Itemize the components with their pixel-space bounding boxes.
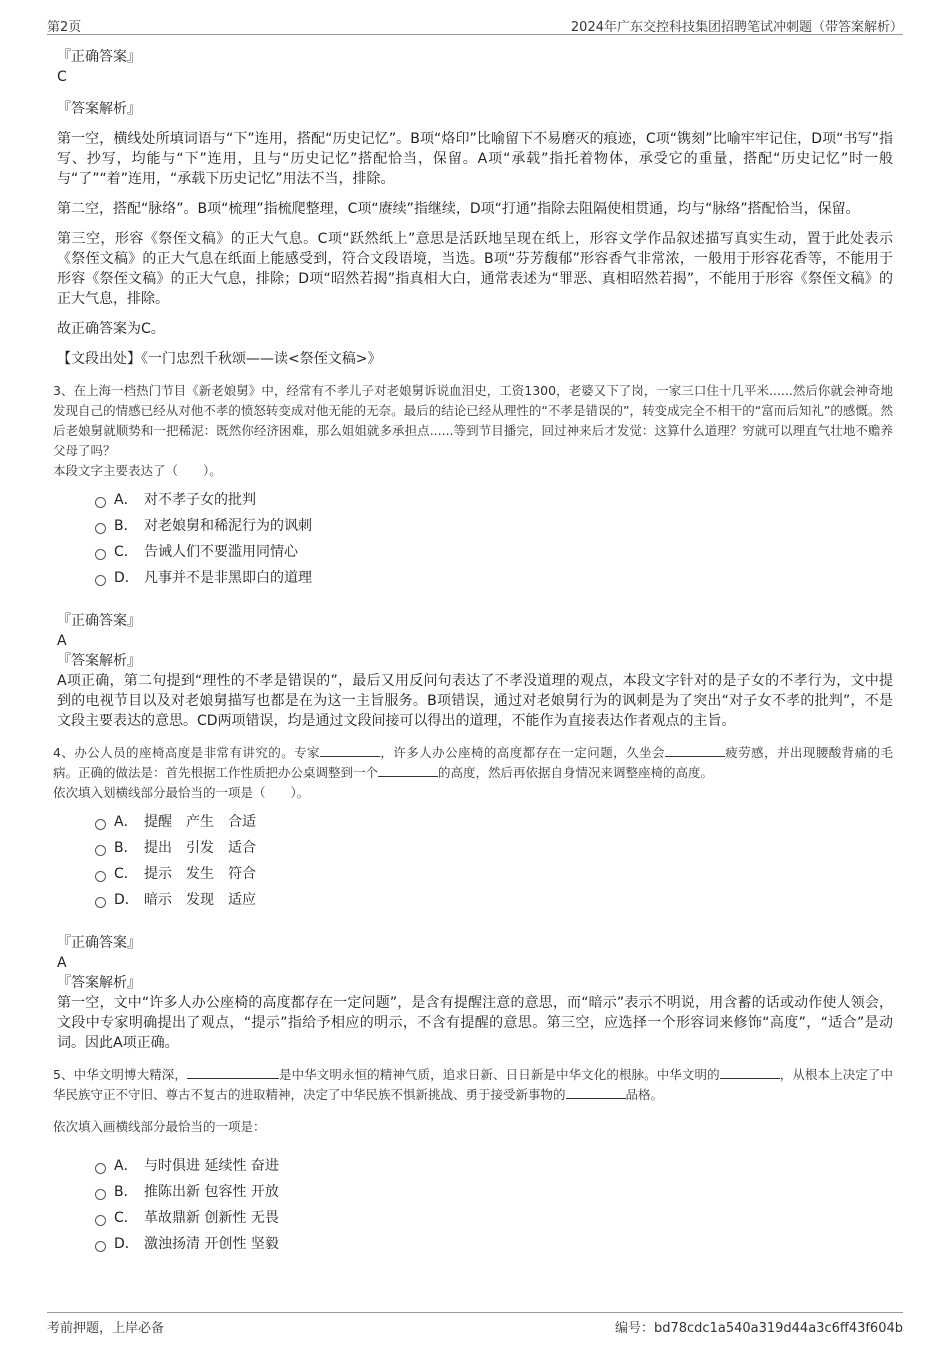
footer-slogan: 考前押题，上岸必备 — [47, 1321, 165, 1336]
option-key: B． — [114, 840, 138, 856]
document-title: 2024年广东交控科技集团招聘笔试冲刺题（带答案解析） — [570, 20, 903, 35]
option-b[interactable] — [95, 1179, 893, 1205]
page-footer — [47, 1312, 903, 1337]
option-b[interactable] — [95, 513, 893, 539]
analysis-paragraph: 第三空，形容《祭侄文稿》的正大气息。C项“跃然纸上”意思是活跃地呈现在纸上，形容文学作品叙述描写真实生动，置于此处表示《祭侄文稿》的正大气息在纸面上能感受到，符合文段语境，当选。B项“芬芳馥郁”形容香气非常浓，一般用于形容花香等，不能用于形容《祭侄文稿》的正大气息，排除；D项“昭然若揭”指真相大白，通常表述为“罪恶、真相昭然若揭”，不能用于形容《祭侄文稿》的正大气息，排除。 — [57, 231, 893, 307]
radio-icon[interactable] — [95, 845, 106, 856]
radio-icon[interactable] — [95, 1163, 106, 1174]
option-key: D． — [114, 570, 139, 586]
question-prompt: 依次填入划横线部分最恰当的一项是（ ）。 — [53, 785, 310, 800]
option-key: C． — [114, 544, 138, 560]
option-text: 与时俱进 延续性 奋进 — [144, 1158, 279, 1174]
option-a[interactable] — [95, 487, 893, 513]
fill-blank — [665, 744, 725, 757]
fill-blank — [566, 1086, 626, 1099]
option-key: D． — [114, 892, 139, 908]
analysis-conclusion: 故正确答案为C。 — [57, 321, 165, 337]
radio-icon[interactable] — [95, 523, 106, 534]
question-4 — [53, 743, 893, 1053]
option-key: C． — [114, 1210, 138, 1226]
page-header — [47, 14, 903, 35]
fill-blank — [187, 1066, 279, 1079]
stem-part: 的高度，然后再依据自身情况来调整座椅的高度。 — [438, 765, 714, 780]
options-list — [95, 1153, 893, 1257]
question-stem — [53, 743, 893, 783]
option-key: D． — [114, 1236, 139, 1252]
answer-label: 『正确答案』 — [57, 613, 141, 629]
option-c[interactable] — [95, 1205, 893, 1231]
q2-answer-section — [57, 47, 893, 369]
option-text: 推陈出新 包容性 开放 — [144, 1184, 279, 1200]
fill-blank — [378, 764, 438, 777]
radio-icon[interactable] — [95, 575, 106, 586]
analysis-paragraph: 第二空，搭配“脉络”。B项“梳理”指梳爬整理，C项“赓续”指继续，D项“打通”指除去阻隔使相贯通，均与“脉络”搭配恰当，保留。 — [57, 201, 860, 217]
option-key: A． — [114, 492, 138, 508]
stem-part: 品格。 — [625, 1087, 664, 1102]
option-text: 革故鼎新 创新性 无畏 — [144, 1210, 279, 1226]
option-a[interactable] — [95, 1153, 893, 1179]
text-source: 【文段出处】《一门忠烈千秋颂——读<祭侄文稿>》 — [57, 351, 382, 367]
analysis-paragraph: 第一空，横线处所填词语与“下”连用，搭配“历史记忆”。B项“烙印”比喻留下不易磨灭的痕迹，C项“镌刻”比喻牢牢记住，D项“书写”指写、抄写，均能与“下”连用，且与“历史记忆”搭配恰当，保留。A项“承载”指托着物体，承受它的重量，搭配“历史记忆”时一般与“了”“着”连用，“承载下历史记忆”用法不当，排除。 — [57, 131, 893, 187]
question-stem — [53, 1065, 893, 1105]
stem-part: 5、中华文明博大精深， — [53, 1067, 187, 1082]
radio-icon[interactable] — [95, 1189, 106, 1200]
answer-value: A — [57, 633, 67, 649]
radio-icon[interactable] — [95, 1215, 106, 1226]
option-key: B． — [114, 518, 138, 534]
options-list — [95, 809, 893, 913]
radio-icon[interactable] — [95, 1241, 106, 1252]
stem-part: 疲劳感，并出现腰酸背痛的毛病。正确的做法是：首先根据工作性质把办公桌调整到一个 — [53, 745, 893, 780]
option-text: 激浊扬清 开创性 坚毅 — [144, 1236, 279, 1252]
question-3 — [53, 381, 893, 731]
option-d[interactable] — [95, 1231, 893, 1257]
radio-icon[interactable] — [95, 871, 106, 882]
option-a[interactable] — [95, 809, 893, 835]
option-c[interactable] — [95, 539, 893, 565]
analysis-paragraph: 第一空，文中“许多人办公座椅的高度都存在一定问题”，是含有提醒注意的意思，而“暗示”表示不明说，用含蓄的话或动作使人领会，文段中专家明确提出了观点，“提示”指给予相应的明示，不含有提醒的意思。第三空，应选择一个形容词来修饰“高度”，“适合”是动词。因此A项正确。 — [57, 995, 893, 1051]
answer-value: A — [57, 955, 67, 971]
analysis-label: 『答案解析』 — [57, 653, 141, 669]
answer-value: C — [57, 69, 67, 85]
question-prompt: 依次填入画横线部分最恰当的一项是： — [53, 1119, 266, 1134]
stem-part: 4、办公人员的座椅高度是非常有讲究的。专家 — [53, 745, 320, 760]
option-key: A． — [114, 1158, 138, 1174]
analysis-paragraph: A项正确，第二句提到“理性的不孝是错误的”，最后又用反问句表达了不孝没道理的观点，本段文字针对的是子女的不孝行为，文中提到的电视节目以及对老娘舅描写也都是在为这一主旨服务。B项错误，通过对老娘舅行为的讽刺是为了突出“对子女不孝的批判”，不是文段主要表达的意思。CD两项错误，均是通过文段间接可以得出的道理，不能作为直接表达作者观点的主旨。 — [57, 673, 893, 729]
analysis-label: 『答案解析』 — [57, 975, 141, 991]
radio-icon[interactable] — [95, 497, 106, 508]
option-c[interactable] — [95, 861, 893, 887]
option-text: 提醒 产生 合适 — [144, 814, 256, 830]
option-text: 对不孝子女的批判 — [144, 492, 256, 508]
option-key: A． — [114, 814, 138, 830]
option-text: 提出 引发 适合 — [144, 840, 256, 856]
option-key: C． — [114, 866, 138, 882]
option-text: 告诫人们不要滥用同情心 — [144, 544, 298, 560]
radio-icon[interactable] — [95, 549, 106, 560]
option-text: 凡事并不是非黑即白的道理 — [144, 570, 312, 586]
analysis-label: 『答案解析』 — [57, 101, 141, 117]
option-text: 提示 发生 符合 — [144, 866, 256, 882]
options-list — [95, 487, 893, 591]
radio-icon[interactable] — [95, 819, 106, 830]
option-text: 暗示 发现 适应 — [144, 892, 256, 908]
page-number: 第2页 — [47, 20, 82, 35]
fill-blank — [320, 744, 380, 757]
document-content — [53, 45, 893, 1257]
question-stem: 3、在上海一档热门节目《新老娘舅》中，经常有不孝儿子对老娘舅诉说血泪史，工资1300，老婆又下了岗，一家三口住十几平米......然后你就会神奇地发现自己的情感已经从对他不孝的愤怒转变成对他无能的无奈。最后的结论已经从理性的“不孝是错误的”，转变成完全不相干的“富而后知礼”的感慨。然后老娘舅就顺势和一把稀泥：既然你经济困难，那么姐姐就多承担点......等到节目播完，回过神来后才发觉：这算什么道理？穷就可以理直气壮地不赡养父母了吗？ — [53, 383, 893, 458]
stem-part: 是中华文明永恒的精神气质，追求日新、日日新是中华文化的根脉。中华文明的 — [278, 1067, 720, 1082]
fill-blank — [720, 1066, 780, 1079]
stem-part: ，从根本上决定了中华民族守正不守旧、尊古不复古的进取精神，决定了中华民族不惧新挑战、勇于接受新事物的 — [53, 1067, 893, 1102]
option-text: 对老娘舅和稀泥行为的讽刺 — [144, 518, 312, 534]
option-b[interactable] — [95, 835, 893, 861]
option-key: B． — [114, 1184, 138, 1200]
option-d[interactable] — [95, 565, 893, 591]
option-d[interactable] — [95, 887, 893, 913]
radio-icon[interactable] — [95, 897, 106, 908]
answer-label: 『正确答案』 — [57, 935, 141, 951]
question-prompt: 本段文字主要表达了（ ）。 — [53, 463, 222, 478]
stem-part: ，许多人办公座椅的高度都存在一定问题，久坐会 — [379, 745, 665, 760]
document-code: 编号：bd78cdc1a540a319d44a3c6ff43f604b — [614, 1321, 903, 1336]
question-5 — [53, 1065, 893, 1257]
answer-label: 『正确答案』 — [57, 49, 141, 65]
